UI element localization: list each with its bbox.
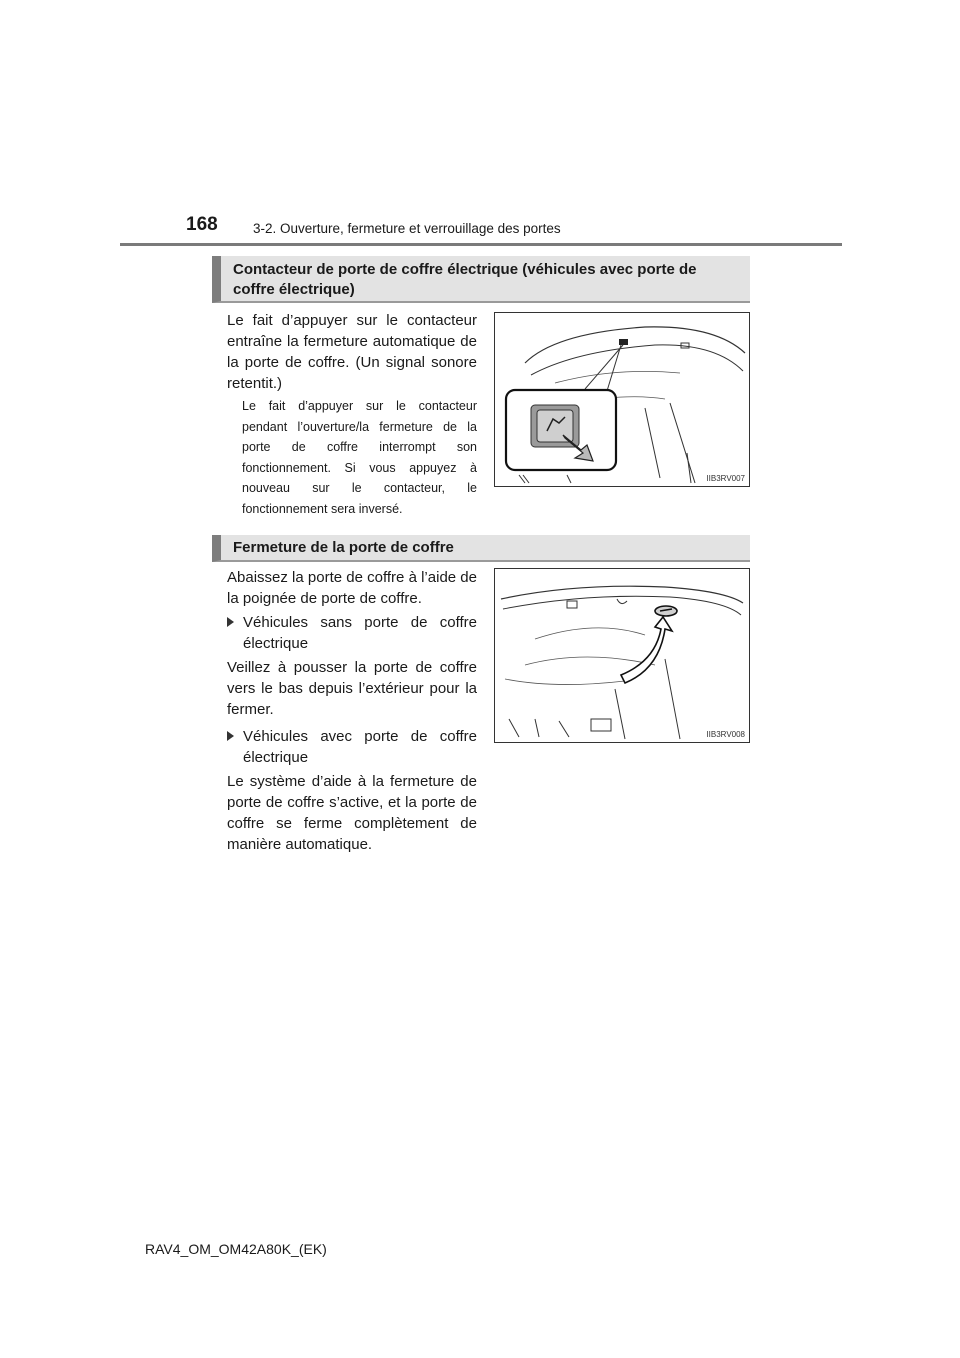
section2-paragraph-2: Veillez à pousser la porte de coffre vers le bas depuis l’extérieur pour la fermer. [227,659,477,718]
section-heading-closing-tailgate: Fermeture de la porte de coffre [212,535,750,562]
bullet-text: Véhicules sans porte de coffre électrique [243,614,477,652]
header-rule [120,243,842,246]
section1-note: Le fait d’appuyer sur le contacteur pendant l’ouverture/la fermeture de la porte de coffre interrompt son fonctionnement. Si vous appuyez à nouveau sur le contacteur, le fonctionnement sera inversé. [242,399,477,516]
section1-paragraph: Le fait d’appuyer sur le contacteur entraîne la fermeture automatique de la porte de coffre. (Un signal sonore retentit.) [227,312,477,392]
section2-paragraph-1: Abaissez la porte de coffre à l’aide de la poignée de porte de coffre. [227,569,477,607]
bullet-with-power-door [227,726,477,768]
figure-closing-tailgate [494,568,750,743]
bullet-without-power-door [227,612,477,654]
bullet-triangle-icon [227,731,234,741]
section2-paragraph-3: Le système d’aide à la fermeture de porte de coffre s’active, et la porte de coffre se ferme complètement de manière automatique. [227,773,477,853]
chapter-title: 3-2. Ouverture, fermeture et verrouillage des portes [253,221,561,236]
page-number: 168 [186,214,218,235]
figure-power-door-switch [494,312,750,487]
figure-code: IIB3RV008 [706,730,745,739]
illustration-tailgate-switch [495,313,749,486]
illustration-tailgate-handle [495,569,749,742]
bullet-triangle-icon [227,617,234,627]
bullet-text: Véhicules avec porte de coffre électrique [243,728,477,766]
figure-code: IIB3RV007 [706,474,745,483]
section-heading-power-door-switch: Contacteur de porte de coffre électrique (véhicules avec porte de coffre électrique) [212,256,750,303]
footer-document-code: RAV4_OM_OM42A80K_(EK) [145,1241,327,1257]
